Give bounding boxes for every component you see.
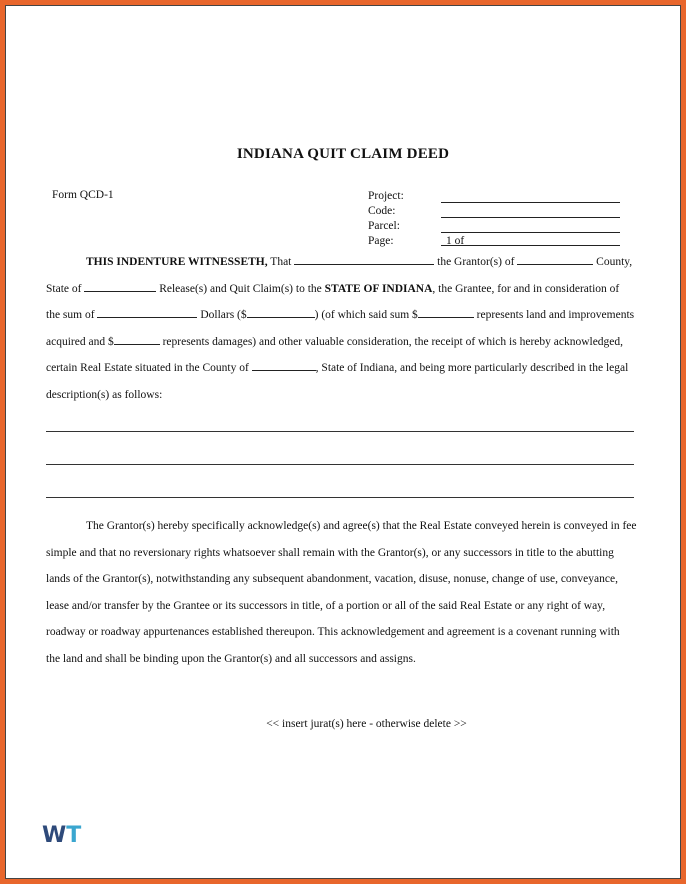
code-field-line	[441, 217, 620, 218]
jurat-placeholder: << insert jurat(s) here - otherwise delete >>	[266, 718, 467, 730]
project-field-line	[441, 202, 620, 203]
damages-amount-blank	[114, 333, 160, 345]
acknowledgement-paragraph	[46, 513, 640, 672]
indenture-text: represents damages) and other valuable consideration, the receipt of which is hereby acknowledged,	[162, 335, 624, 348]
acknowledgement-line: lands of the Grantor(s), notwithstanding any subsequent abandonment, vacation, disuse, nonuse, change of use, conveyance,	[46, 573, 618, 585]
page-field-line	[441, 245, 620, 246]
sum-words-blank	[97, 306, 197, 318]
indenture-text: description(s) as follows:	[46, 388, 163, 401]
indenture-text: Release(s) and Quit Claim(s) to the	[159, 282, 322, 295]
acknowledgement-line: simple and that no reversionary rights whatsoever shall remain with the Grantor(s), or any successors in title to the abutting	[46, 546, 614, 559]
indenture-paragraph	[46, 249, 640, 408]
meta-label-parcel: Parcel:	[368, 220, 400, 232]
indenture-line	[46, 355, 640, 382]
indenture-line	[46, 249, 640, 276]
form-number: Form QCD-1	[52, 189, 114, 201]
indenture-text: State of	[46, 282, 82, 295]
logo-letter-w: W	[42, 823, 67, 848]
grantor-name-blank	[294, 253, 434, 265]
acknowledgement-line: roadway or roadway appurtenances established thereupon. This acknowledgement and agreement is a covenant running with	[46, 626, 620, 638]
indenture-text: the Grantor(s) of	[437, 256, 515, 268]
legal-description-line	[46, 464, 634, 465]
legal-description-line	[46, 431, 634, 432]
state-of-indiana: STATE OF INDIANA	[324, 282, 433, 295]
land-amount-blank	[418, 306, 474, 318]
state-blank	[84, 280, 156, 292]
logo-letter-t: T	[66, 823, 82, 848]
indenture-text: certain Real Estate situated in the County of	[46, 362, 249, 374]
indenture-text: County,	[596, 256, 633, 268]
sum-amount-blank	[247, 306, 315, 318]
indenture-text: represents land and improvements	[476, 309, 635, 321]
indenture-line	[46, 382, 640, 409]
meta-label-page: Page:	[368, 235, 394, 247]
acknowledgement-line: The Grantor(s) hereby specifically acknowledge(s) and agree(s) that the Real Estate conveyed herein is conveyed in fee	[86, 520, 637, 532]
meta-label-project: Project:	[368, 190, 404, 202]
indenture-text: acquired and $	[46, 335, 114, 348]
meta-label-code: Code:	[368, 205, 396, 217]
indenture-text: the sum of	[46, 309, 95, 321]
indenture-line	[46, 302, 640, 329]
page-number-value: 1 of	[446, 235, 465, 247]
indenture-text: ) (of which said sum $	[314, 309, 418, 321]
indenture-lead: THIS INDENTURE WITNESSETH,	[86, 256, 268, 268]
indenture-line	[46, 329, 640, 356]
acknowledgement-line: lease and/or transfer by the Grantee or its successors in title, of a portion or all of the said Real Estate or any right of way,	[46, 599, 606, 612]
indenture-text: That	[270, 256, 292, 268]
parcel-field-line	[441, 232, 620, 233]
acknowledgement-line: the land and shall be binding upon the Grantor(s) and all successors and assigns.	[46, 652, 416, 665]
document-title: INDIANA QUIT CLAIM DEED	[236, 146, 450, 162]
indenture-text: Dollars ($	[200, 309, 247, 321]
county-name-blank	[252, 359, 316, 371]
indenture-text: , State of Indiana, and being more particularly described in the legal	[315, 362, 629, 374]
indenture-text: , the Grantee, for and in consideration of	[432, 282, 620, 295]
wt-watermark-logo	[42, 823, 81, 848]
legal-description-line	[46, 497, 634, 498]
county-blank	[517, 253, 593, 265]
indenture-line	[46, 276, 640, 303]
